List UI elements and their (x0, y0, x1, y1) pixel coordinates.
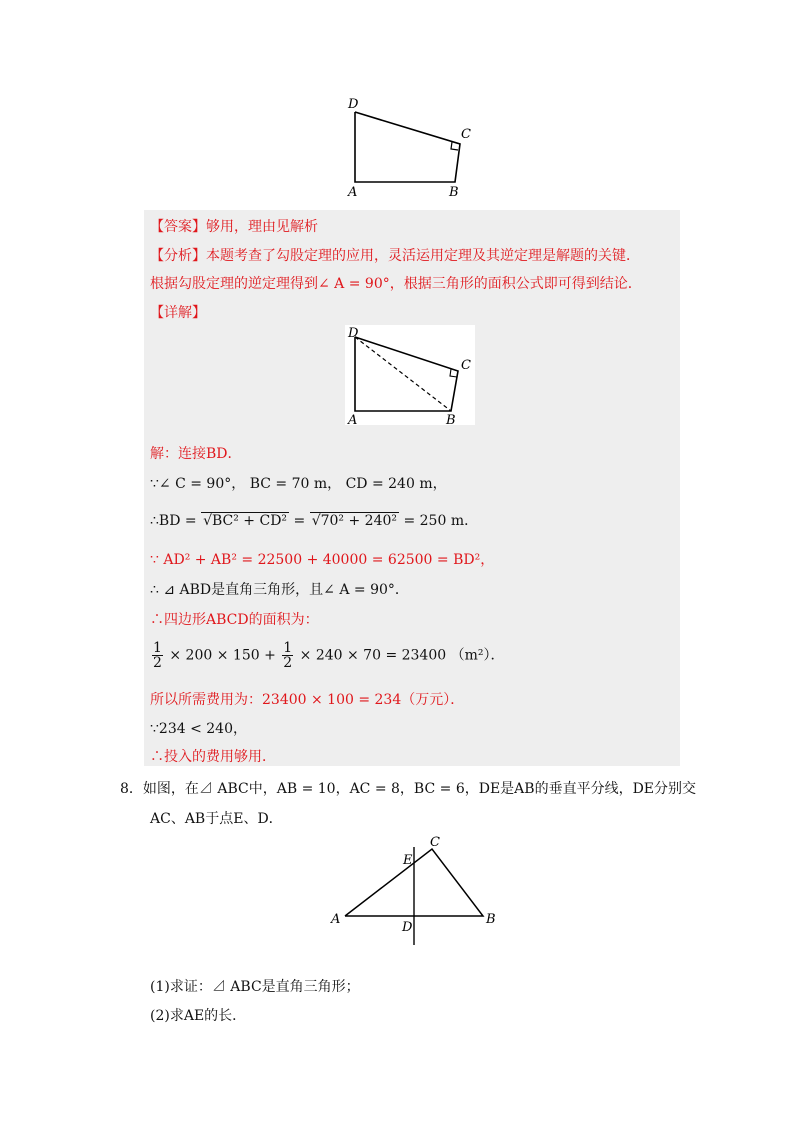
sqrt-1: √BC² + CD² (203, 513, 288, 529)
quadrilateral-outline (355, 337, 458, 411)
sqrt-1-content: BC² + CD² (211, 513, 288, 529)
fraction-2-den: 2 (283, 655, 293, 671)
step3-eq: = (293, 513, 306, 529)
fraction-2 (282, 641, 293, 670)
solution-step-1: 解：连接BD． (150, 446, 242, 462)
fraction-1 (152, 641, 163, 670)
label-b: B (449, 185, 459, 200)
label-e: E (403, 853, 413, 868)
figure-quadrilateral-with-diagonal (345, 325, 475, 425)
solution-step-2: ∵∠ C = 90°， BC = 70 m， CD = 240 m， (150, 476, 447, 492)
solution-step-6: ∴四边形ABCD的面积为： (150, 612, 319, 628)
detail-tag: 【详解】 (150, 305, 206, 321)
analysis-line (150, 245, 640, 265)
solution-step-4: ∵ AD² + AB² = 22500 + 40000 = 62500 = BD²， (150, 552, 495, 568)
label-b: B (446, 413, 456, 425)
label-d: D (402, 920, 413, 935)
question-8-line-1: 8．如图，在⊿ ABC中，AB = 10，AC = 8，BC = 6，DE是AB的垂直平分线，DE分别交 (120, 781, 697, 797)
question-8-line-2: AC、AB于点E、D． (150, 811, 283, 827)
diagonal-bd (355, 337, 451, 411)
answer-line (150, 216, 318, 236)
analysis-tag: 【分析】 (150, 248, 206, 264)
step3-result: = 250 m． (403, 513, 479, 529)
solution-step-9: ∵234 < 240， (150, 721, 247, 737)
step7-end: × 240 × 70 = 23400 （m²）． (299, 647, 505, 664)
solution-step-10: ∴投入的费用够用． (150, 749, 276, 765)
question-8-part-2: (2)求AE的长． (150, 1008, 247, 1024)
step3-prefix: ∴BD = (150, 513, 197, 529)
quadrilateral-outline (355, 112, 460, 182)
fraction-1-num: 1 (153, 640, 162, 656)
figure-triangle-abc (325, 832, 505, 947)
fraction-2-num: 1 (283, 640, 293, 656)
analysis-line-2: 根据勾股定理的逆定理得到∠ A = 90°，根据三角形的面积公式即可得到结论． (150, 276, 642, 292)
label-c: C (430, 835, 440, 850)
solution-step-3 (150, 510, 478, 530)
solution-step-7 (150, 641, 505, 670)
label-a: A (331, 912, 341, 927)
figure-quadrilateral-abcd (330, 92, 490, 200)
label-a: A (348, 413, 358, 425)
solution-step-5: ∴ ⊿ ABD是直角三角形，且∠ A = 90°． (150, 582, 409, 598)
label-c: C (461, 358, 471, 373)
fraction-1-den: 2 (153, 655, 162, 671)
step7-mid: × 200 × 150 + (169, 647, 276, 664)
solution-step-8: 所以所需费用为：23400 × 100 = 234（万元）． (150, 692, 465, 708)
label-a: A (348, 185, 358, 200)
answer-text: 够用，理由见解析 (206, 219, 318, 235)
label-b: B (486, 912, 496, 927)
question-8-part-1: (1)求证：⊿ ABC是直角三角形； (150, 979, 360, 995)
label-d: D (348, 97, 359, 112)
answer-tag: 【答案】 (150, 219, 206, 235)
sqrt-2: √70² + 240² (311, 513, 398, 529)
sqrt-2-content: 70² + 240² (320, 513, 398, 529)
analysis-text: 本题考查了勾股定理的应用，灵活运用定理及其逆定理是解题的关键． (206, 248, 640, 264)
label-d: D (348, 326, 359, 341)
label-c: C (461, 127, 471, 142)
